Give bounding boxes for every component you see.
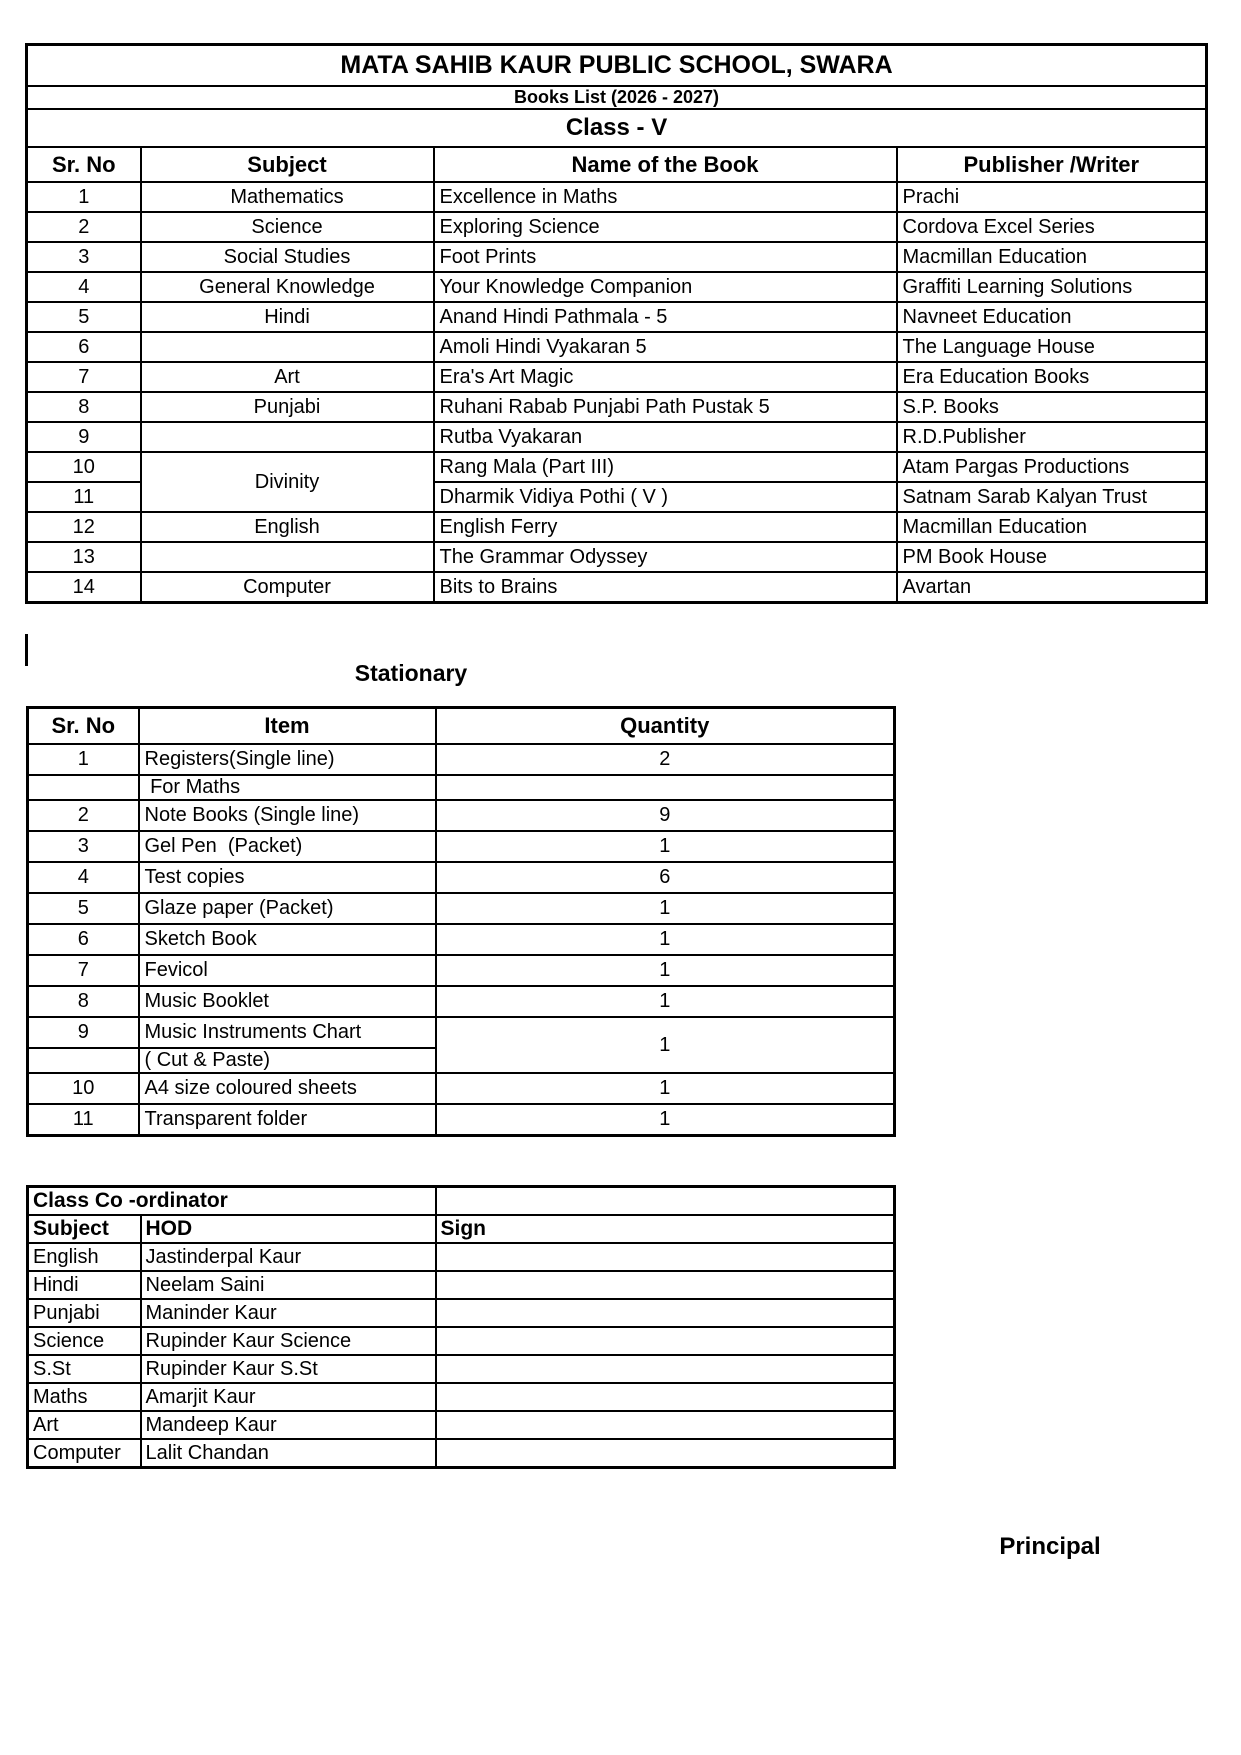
class-label: Class - V (27, 109, 1207, 147)
table-row (28, 1439, 895, 1468)
book-cell: Bits to Brains (434, 572, 897, 603)
book-cell: The Grammar Odyssey (434, 542, 897, 572)
sr-cell: 12 (27, 512, 141, 542)
sr-cell: 8 (27, 392, 141, 422)
column-header-publisher: Publisher /Writer (897, 147, 1207, 182)
item-cell: Test copies (139, 862, 436, 893)
table-row (27, 332, 1207, 362)
books-list-subtitle: Books List (2026 - 2027) (27, 86, 1207, 109)
item-cell: A4 size coloured sheets (139, 1073, 436, 1104)
book-cell: Exploring Science (434, 212, 897, 242)
sr-cell: 10 (28, 1073, 139, 1104)
subject-cell: Computer (28, 1439, 141, 1468)
column-header-quantity: Quantity (436, 708, 895, 745)
sr-cell: 7 (27, 362, 141, 392)
table-header-row (28, 708, 895, 745)
table-row (27, 422, 1207, 452)
table-row (27, 86, 1207, 109)
subject-cell: Punjabi (141, 392, 434, 422)
sign-cell (436, 1271, 895, 1299)
sr-cell: 4 (28, 862, 139, 893)
sr-cell: 11 (28, 1104, 139, 1136)
stationary-section-title: Stationary (354, 660, 468, 686)
book-cell: Your Knowledge Companion (434, 272, 897, 302)
hod-cell: Mandeep Kaur (141, 1411, 436, 1439)
publisher-cell: Avartan (897, 572, 1207, 603)
column-header-sign: Sign (436, 1215, 895, 1243)
sign-cell (436, 1439, 895, 1468)
book-cell: Amoli Hindi Vyakaran 5 (434, 332, 897, 362)
table-row (27, 212, 1207, 242)
hod-cell: Maninder Kaur (141, 1299, 436, 1327)
hod-cell: Jastinderpal Kaur (141, 1243, 436, 1271)
quantity-cell: 2 (436, 744, 895, 775)
item-cell: Music Booklet (139, 986, 436, 1017)
table-row (27, 272, 1207, 302)
table-row (27, 109, 1207, 147)
quantity-cell: 1 (436, 1073, 895, 1104)
quantity-cell: 1 (436, 955, 895, 986)
subject-cell (141, 542, 434, 572)
table-row (28, 800, 895, 831)
subject-cell: Art (141, 362, 434, 392)
quantity-cell: 1 (436, 924, 895, 955)
publisher-cell: Graffiti Learning Solutions (897, 272, 1207, 302)
subject-cell: Computer (141, 572, 434, 603)
table-row (28, 744, 895, 775)
sr-cell (28, 1048, 139, 1073)
item-cell: Note Books (Single line) (139, 800, 436, 831)
publisher-cell: Macmillan Education (897, 242, 1207, 272)
hod-cell: Neelam Saini (141, 1271, 436, 1299)
table-row (28, 1073, 895, 1104)
publisher-cell: Satnam Sarab Kalyan Trust (897, 482, 1207, 512)
table-row (27, 362, 1207, 392)
item-cell: Fevicol (139, 955, 436, 986)
table-row (28, 1104, 895, 1136)
table-row (28, 831, 895, 862)
subject-cell: Science (28, 1327, 141, 1355)
subject-cell: Hindi (28, 1271, 141, 1299)
class-coordinator-table (26, 1185, 896, 1469)
publisher-cell: S.P. Books (897, 392, 1207, 422)
table-row (28, 1017, 895, 1048)
publisher-cell: Navneet Education (897, 302, 1207, 332)
sr-cell: 6 (28, 924, 139, 955)
subject-cell: Maths (28, 1383, 141, 1411)
table-row (28, 1411, 895, 1439)
sr-cell: 5 (27, 302, 141, 332)
sign-cell (436, 1383, 895, 1411)
column-header-sr: Sr. No (28, 708, 139, 745)
table-row (27, 392, 1207, 422)
quantity-cell: 9 (436, 800, 895, 831)
item-cell: For Maths (139, 775, 436, 800)
book-cell: Era's Art Magic (434, 362, 897, 392)
sr-cell (28, 775, 139, 800)
subject-cell: Science (141, 212, 434, 242)
sr-cell: 9 (27, 422, 141, 452)
sr-cell: 1 (28, 744, 139, 775)
quantity-cell: 1 (436, 986, 895, 1017)
table-row (28, 1299, 895, 1327)
book-cell: English Ferry (434, 512, 897, 542)
table-row (28, 1355, 895, 1383)
item-cell: Registers(Single line) (139, 744, 436, 775)
column-header-hod: HOD (141, 1215, 436, 1243)
books-list-table (25, 43, 1208, 604)
book-cell: Rang Mala (Part III) (434, 452, 897, 482)
publisher-cell: Macmillan Education (897, 512, 1207, 542)
column-header-sr: Sr. No (27, 147, 141, 182)
table-row (28, 1243, 895, 1271)
sr-cell: 2 (28, 800, 139, 831)
subject-cell: Hindi (141, 302, 434, 332)
item-cell: Gel Pen (Packet) (139, 831, 436, 862)
sr-cell: 8 (28, 986, 139, 1017)
sr-cell: 3 (28, 831, 139, 862)
subject-cell: Mathematics (141, 182, 434, 212)
column-header-book: Name of the Book (434, 147, 897, 182)
book-cell: Rutba Vyakaran (434, 422, 897, 452)
sr-cell: 4 (27, 272, 141, 302)
sign-cell (436, 1243, 895, 1271)
sign-cell (436, 1411, 895, 1439)
sr-cell: 1 (27, 182, 141, 212)
principal-signature-label: Principal (999, 1533, 1101, 1560)
book-cell: Excellence in Maths (434, 182, 897, 212)
table-row (27, 182, 1207, 212)
subject-cell: Social Studies (141, 242, 434, 272)
subject-cell: English (28, 1243, 141, 1271)
hod-cell: Rupinder Kaur S.St (141, 1355, 436, 1383)
sr-cell: 14 (27, 572, 141, 603)
item-cell: Glaze paper (Packet) (139, 893, 436, 924)
publisher-cell: Cordova Excel Series (897, 212, 1207, 242)
sr-cell: 9 (28, 1017, 139, 1048)
item-cell: Sketch Book (139, 924, 436, 955)
hod-cell: Lalit Chandan (141, 1439, 436, 1468)
item-cell: ( Cut & Paste) (139, 1048, 436, 1073)
hod-cell: Rupinder Kaur Science (141, 1327, 436, 1355)
table-row (28, 986, 895, 1017)
sign-cell (436, 1355, 895, 1383)
item-cell: Transparent folder (139, 1104, 436, 1136)
subject-cell: S.St (28, 1355, 141, 1383)
table-row (28, 924, 895, 955)
quantity-cell (436, 775, 895, 800)
quantity-cell: 1 (436, 831, 895, 862)
table-row (27, 302, 1207, 332)
table-header-row (28, 1215, 895, 1243)
table-row (27, 542, 1207, 572)
table-row (28, 775, 895, 800)
sr-cell: 11 (27, 482, 141, 512)
sr-cell: 13 (27, 542, 141, 572)
publisher-cell: Era Education Books (897, 362, 1207, 392)
table-row (27, 572, 1207, 603)
coordinator-title-cell: Class Co -ordinator (28, 1187, 436, 1216)
table-row (27, 512, 1207, 542)
sr-cell: 7 (28, 955, 139, 986)
table-row (28, 893, 895, 924)
publisher-cell: Prachi (897, 182, 1207, 212)
sign-cell (436, 1299, 895, 1327)
quantity-cell: 6 (436, 862, 895, 893)
quantity-cell: 1 (436, 1104, 895, 1136)
book-cell: Foot Prints (434, 242, 897, 272)
column-header-subject: Subject (28, 1215, 141, 1243)
table-row (27, 45, 1207, 87)
table-row (28, 1383, 895, 1411)
subject-cell: General Knowledge (141, 272, 434, 302)
stationary-table (26, 706, 896, 1137)
subject-cell-merged: Divinity (141, 452, 434, 512)
subject-cell: Art (28, 1411, 141, 1439)
subject-cell (141, 332, 434, 362)
sr-cell: 5 (28, 893, 139, 924)
sr-cell: 6 (27, 332, 141, 362)
school-title: MATA SAHIB KAUR PUBLIC SCHOOL, SWARA (27, 45, 1207, 87)
table-row (27, 452, 1207, 482)
sr-cell: 2 (27, 212, 141, 242)
table-row (28, 955, 895, 986)
sr-cell: 10 (27, 452, 141, 482)
subject-cell: Punjabi (28, 1299, 141, 1327)
table-header-row (27, 147, 1207, 182)
column-header-item: Item (139, 708, 436, 745)
table-row (27, 242, 1207, 272)
quantity-cell: 1 (436, 893, 895, 924)
column-header-subject: Subject (141, 147, 434, 182)
table-row (28, 862, 895, 893)
book-cell: Ruhani Rabab Punjabi Path Pustak 5 (434, 392, 897, 422)
publisher-cell: Atam Pargas Productions (897, 452, 1207, 482)
empty-cell (436, 1187, 895, 1216)
subject-cell: English (141, 512, 434, 542)
table-row (28, 1187, 895, 1216)
table-row (28, 1271, 895, 1299)
sign-cell (436, 1327, 895, 1355)
book-cell: Dharmik Vidiya Pothi ( V ) (434, 482, 897, 512)
publisher-cell: PM Book House (897, 542, 1207, 572)
quantity-cell-merged: 1 (436, 1017, 895, 1073)
subject-cell (141, 422, 434, 452)
item-cell: Music Instruments Chart (139, 1017, 436, 1048)
book-cell: Anand Hindi Pathmala - 5 (434, 302, 897, 332)
hod-cell: Amarjit Kaur (141, 1383, 436, 1411)
table-row (28, 1327, 895, 1355)
publisher-cell: R.D.Publisher (897, 422, 1207, 452)
publisher-cell: The Language House (897, 332, 1207, 362)
sr-cell: 3 (27, 242, 141, 272)
